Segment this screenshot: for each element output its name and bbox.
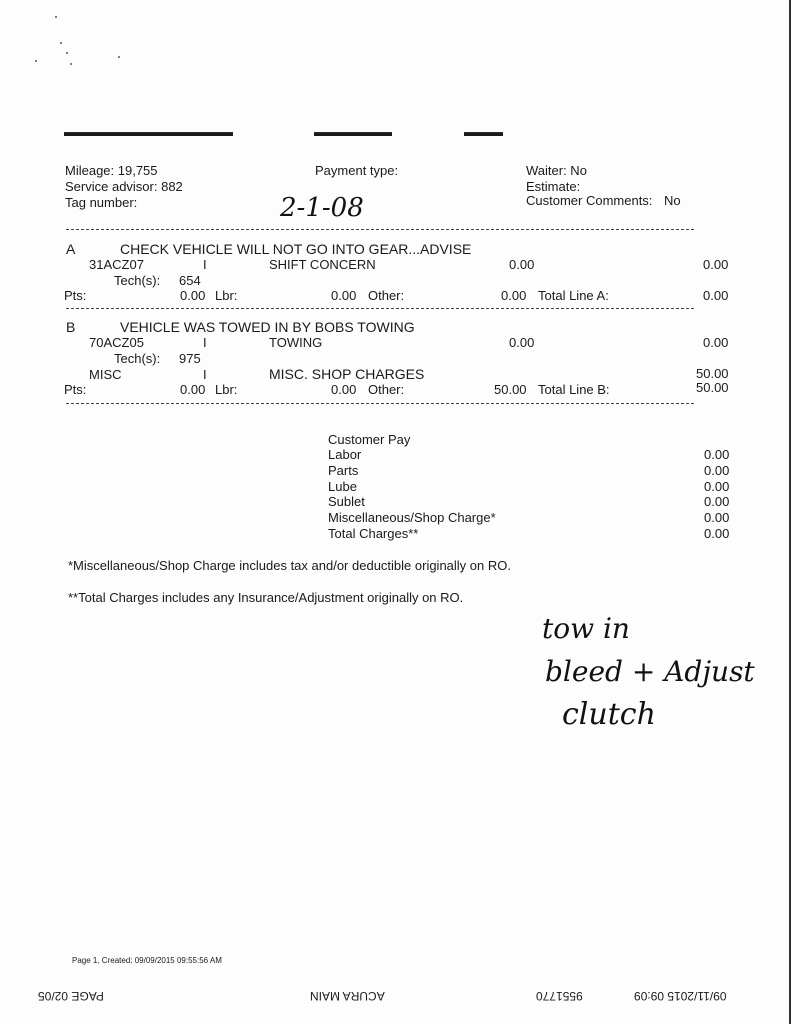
- payment-type: Payment type:: [315, 163, 399, 178]
- line-a-pts-label: Pts:: [64, 288, 87, 303]
- summary-row-value: 0.00: [704, 510, 730, 525]
- line-b-total: 50.00: [696, 380, 729, 395]
- scan-speck: [55, 16, 57, 18]
- cut-off-vehicle-line: ▬▬▬▬▬▬▬▬▬▬▬▬▬ ▬▬▬▬▬▬ ▬▬▬: [64, 124, 503, 139]
- handwritten-date: 2-1-08: [280, 193, 364, 223]
- mileage: Mileage: 19,755: [65, 163, 158, 178]
- line-a-other: 0.00: [501, 288, 527, 303]
- line-b-letter: B: [66, 319, 76, 335]
- summary-row-value: 0.00: [704, 463, 730, 478]
- line-b-tech: 975: [179, 351, 201, 366]
- line-b-pts: 0.00: [180, 382, 206, 397]
- handwritten-note-line2: bleed + Adjust: [545, 655, 755, 688]
- line-a-other-label: Other:: [368, 288, 405, 303]
- separator-line: [66, 308, 694, 313]
- scan-speck: [70, 63, 72, 65]
- line-b-op-total: 0.00: [703, 335, 729, 350]
- line-b-lbr-label: Lbr:: [215, 382, 238, 397]
- handwritten-note-line3: clutch: [562, 697, 656, 732]
- line-a-op-code: 31ACZ07: [89, 257, 144, 272]
- customer-comments-value: No: [664, 193, 681, 208]
- fax-number: 9551770: [536, 989, 583, 1003]
- line-b-op-code: 70ACZ05: [89, 335, 144, 350]
- scan-speck: [66, 52, 68, 54]
- line-b-other: 50.00: [494, 382, 527, 397]
- handwritten-note-line1: tow in: [542, 612, 630, 645]
- line-a-pts: 0.00: [180, 288, 206, 303]
- customer-comments-label: Customer Comments:: [526, 193, 653, 208]
- summary-row-label: Miscellaneous/Shop Charge*: [328, 510, 496, 525]
- separator-line: [66, 229, 694, 234]
- scan-speck: [35, 60, 37, 62]
- tag-number: Tag number:: [65, 195, 138, 210]
- service-advisor: Service advisor: 882: [65, 179, 183, 194]
- fax-name-stamp: [310, 989, 385, 1003]
- fax-page: PAGE 02/05: [38, 989, 104, 1003]
- line-a-lbr: 0.00: [331, 288, 357, 303]
- line-b-op-amount: 0.00: [509, 335, 535, 350]
- line-b-lbr: 0.00: [331, 382, 357, 397]
- line-b-total-label: Total Line B:: [538, 382, 610, 397]
- total-charges-note: **Total Charges includes any Insurance/Adjustment originally on RO.: [68, 590, 464, 605]
- line-a-letter: A: [66, 241, 76, 257]
- line-b-description: VEHICLE WAS TOWED IN BY BOBS TOWING: [120, 319, 415, 335]
- line-a-op-desc: SHIFT CONCERN: [269, 257, 376, 272]
- scan-speck: [118, 56, 120, 58]
- line-a-op-amount: 0.00: [509, 257, 535, 272]
- scan-speck: [60, 42, 62, 44]
- separator-line: [66, 403, 694, 408]
- misc-charge-note: *Miscellaneous/Shop Charge includes tax and/or deductible originally on RO.: [68, 558, 511, 573]
- summary-row-label: Sublet: [328, 494, 365, 509]
- summary-row-value: 0.00: [704, 494, 730, 509]
- line-a-tech-label: Tech(s):: [114, 273, 161, 288]
- created-stamp: Page 1, Created: 09/09/2015 09:55:56 AM: [72, 956, 222, 965]
- summary-row-value: 0.00: [704, 526, 730, 541]
- summary-row-label: Lube: [328, 479, 357, 494]
- line-a-op-total: 0.00: [703, 257, 729, 272]
- waiter: Waiter: No: [526, 163, 587, 178]
- line-b-tech-label: Tech(s):: [114, 351, 161, 366]
- fax-datetime: 09/11/2015 09:09: [634, 989, 727, 1003]
- summary-row-label: Labor: [328, 447, 362, 462]
- line-a-description: CHECK VEHICLE WILL NOT GO INTO GEAR...ADVISE: [120, 241, 472, 257]
- line-b-other-label: Other:: [368, 382, 405, 397]
- summary-row-value: 0.00: [704, 479, 730, 494]
- customer-comments: [526, 193, 681, 208]
- fax-number-stamp: [536, 989, 583, 1003]
- line-b-misc-code: MISC: [89, 367, 122, 382]
- line-b-pts-label: Pts:: [64, 382, 87, 397]
- line-b-misc-total: 50.00: [696, 366, 729, 381]
- summary-row-label: Parts: [328, 463, 359, 478]
- line-b-misc-desc: MISC. SHOP CHARGES: [269, 366, 425, 382]
- line-a-total-label: Total Line A:: [538, 288, 609, 303]
- fax-name: ACURA MAIN: [310, 989, 385, 1003]
- line-b-op-desc: TOWING: [269, 335, 323, 350]
- fax-datetime-stamp: [634, 989, 727, 1003]
- fax-page-stamp: [38, 989, 104, 1003]
- summary-heading: Customer Pay: [328, 432, 411, 447]
- line-a-lbr-label: Lbr:: [215, 288, 238, 303]
- line-a-total: 0.00: [703, 288, 729, 303]
- line-a-op-type: I: [203, 257, 207, 272]
- line-b-op-type: I: [203, 335, 207, 350]
- summary-row-value: 0.00: [704, 447, 730, 462]
- line-b-misc-type: I: [203, 367, 207, 382]
- estimate: Estimate:: [526, 179, 581, 194]
- line-a-tech: 654: [179, 273, 201, 288]
- summary-row-label: Total Charges**: [328, 526, 419, 541]
